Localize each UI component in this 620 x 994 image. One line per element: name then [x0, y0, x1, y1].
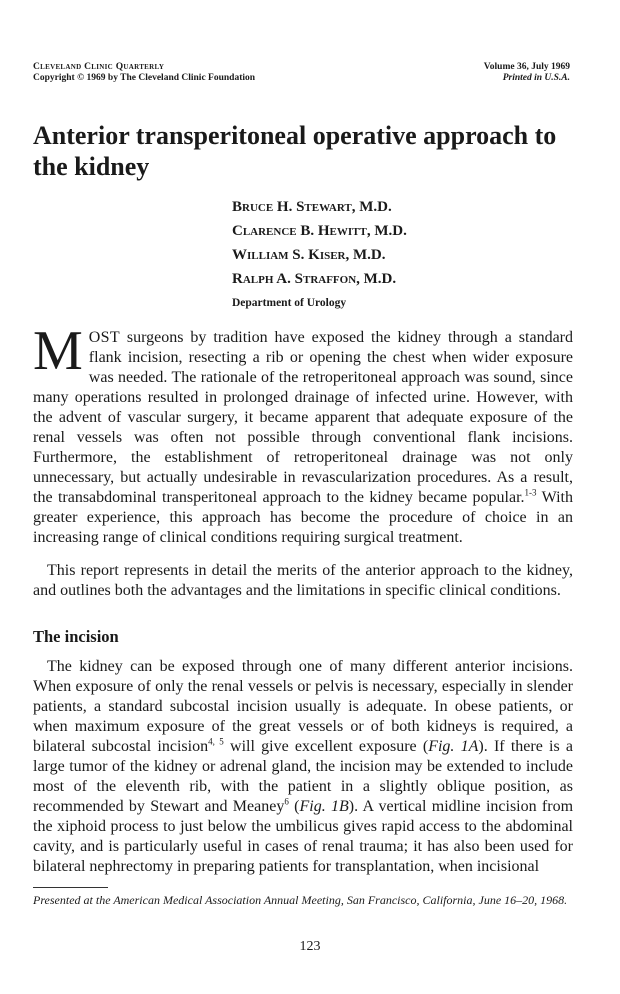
footnote-divider [33, 887, 108, 888]
journal-name: Cleveland Clinic Quarterly [33, 62, 165, 72]
printed-line: Printed in U.S.A. [502, 73, 570, 83]
text-run: The kidney can be exposed through one of many different anterior incisions. When exposure of only the renal vessels or pelvis is necessary, especially in slender patients, a standard subcostal incision usually is adequate. In obese patients, or when maximum exposure of the great vessels or of both kidneys is required, a bilateral subcostal incision [33, 658, 573, 755]
running-header-left [33, 62, 255, 84]
text-run: ). A vertical midline incision from the xiphoid process to just below the umbilicus gives rapid access to the abdominal cavity, and is particularly useful in cases of renal trauma; it has also been used for bilateral nephrectomy in preparing patients for transplantation, when incisional [33, 798, 574, 875]
footnote: Presented at the American Medical Association Annual Meeting, San Francisco, California, June 16–20, 1968. [33, 893, 568, 907]
running-header-right [484, 62, 570, 84]
body-paragraph [33, 657, 573, 877]
volume-line: Volume 36, July 1969 [483, 62, 570, 72]
lead-in: OST [88, 329, 120, 346]
page-number: 123 [299, 939, 321, 954]
reference-marker: 4, 5 [208, 736, 224, 747]
author-name: Bruce H. Stewart, M.D. [232, 199, 392, 215]
drop-cap: M [33, 320, 83, 382]
department: Department of Urology [232, 297, 347, 309]
figure-reference: Fig. 1B [299, 798, 349, 815]
body-paragraph: This report represents in detail the merits of the anterior approach to the kidney, and outlines both the advantages and the limitations in specific clinical conditions. [33, 562, 573, 599]
intro-text-cont: With greater experience, this approach has become the procedure of choice in an increasing range of clinical conditions requiring surgical treatment. [33, 489, 573, 546]
author-name: William S. Kiser, M.D. [232, 247, 386, 263]
article-title: Anterior transperitoneal operative approach to the kidney [33, 121, 557, 181]
text-run: ). If there is a large tumor of the kidney or adrenal gland, the incision may be extended to include most of the eleventh rib, with the patient in a slightly oblique position, as recommended by Stewart and Meaney [33, 738, 574, 815]
figure-reference: Fig. 1A [428, 738, 479, 755]
copyright-line: Copyright © 1969 by The Cleveland Clinic Foundation [33, 73, 256, 83]
section-heading: The incision [33, 627, 119, 646]
text-run: ( [288, 798, 300, 815]
intro-text: surgeons by tradition have exposed the kidney through a standard flank incision, resecting a rib or opening the chest when wider exposure was needed. The rationale of the retroperitoneal approach was sound, since many operations resulted in prolonged drainage of infected urine. However, with the advent of vascular surgery, it became apparent that adequate exposure of the renal vessels was often not possible through conventional flank incisions. Furthermore, the establishment of retroperitoneal drainage was not only unnecessary, but actually undesirable in revascularization procedures. As a result, the transabdominal transperitoneal approach to the kidney became popular. [33, 329, 573, 506]
author-name: Ralph A. Straffon, M.D. [232, 271, 397, 287]
author-name: Clarence B. Hewitt, M.D. [232, 223, 407, 239]
author-list [232, 195, 407, 315]
intro-paragraph [33, 320, 573, 548]
text-run: will give excellent exposure ( [223, 738, 429, 755]
reference-marker: 1-3 [524, 487, 537, 498]
reference-marker: 6 [284, 796, 289, 807]
